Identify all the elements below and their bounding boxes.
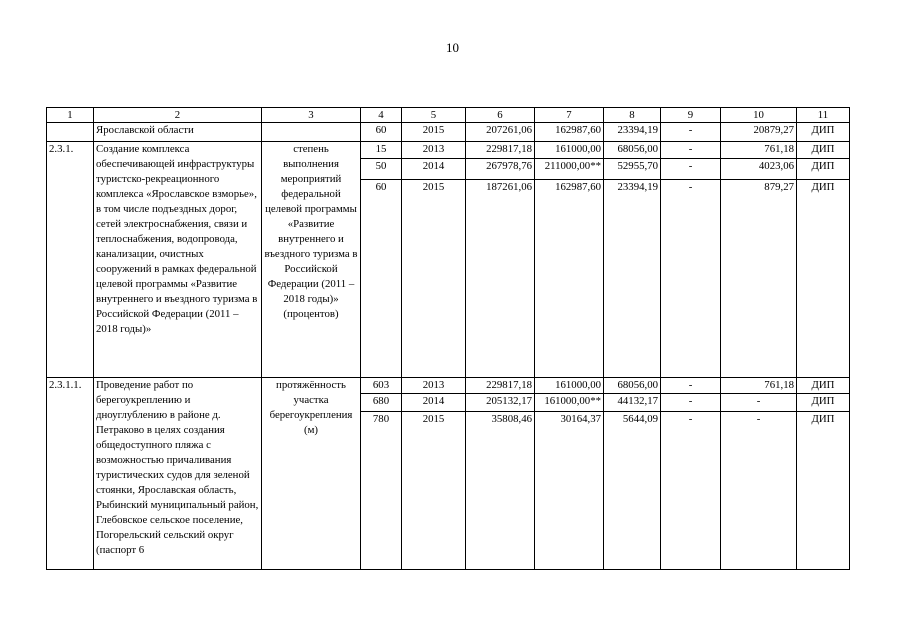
cell-name	[94, 142, 262, 378]
cell-regional: 23394,19	[604, 123, 661, 142]
cell-local: -	[661, 180, 721, 378]
cell-local: -	[661, 412, 721, 570]
cell-local: -	[661, 378, 721, 394]
table-row	[47, 378, 850, 394]
program-table	[46, 107, 850, 570]
cell-federal: 161000,00**	[535, 394, 604, 412]
cell-executor: ДИП	[797, 123, 850, 142]
cell-regional: 68056,00	[604, 142, 661, 159]
header-col-10: 10	[721, 108, 797, 123]
cell-extra: -	[721, 412, 797, 570]
cell-target-value: 603	[361, 378, 402, 394]
cell-target-value: 15	[361, 142, 402, 159]
cell-federal: 162987,60	[535, 180, 604, 378]
cell-target-value: 780	[361, 412, 402, 570]
cell-local: -	[661, 394, 721, 412]
indicator-text: протяжённость участка берегоукрепления (м)	[269, 379, 353, 436]
cell-indicator	[262, 378, 361, 570]
cell-executor: ДИП	[797, 378, 850, 394]
header-col-9: 9	[661, 108, 721, 123]
table-row	[47, 142, 850, 159]
cell-year: 2014	[402, 159, 466, 180]
cell-year: 2015	[402, 123, 466, 142]
cell-year: 2014	[402, 394, 466, 412]
cell-target-value: 50	[361, 159, 402, 180]
table-row	[47, 123, 850, 142]
header-col-7: 7	[535, 108, 604, 123]
cell-extra: 761,18	[721, 142, 797, 159]
cell-regional: 5644,09	[604, 412, 661, 570]
cell-federal: 161000,00	[535, 142, 604, 159]
cell-extra: 879,27	[721, 180, 797, 378]
cell-year: 2013	[402, 142, 466, 159]
cell-executor: ДИП	[797, 412, 850, 570]
cell-total: 187261,06	[466, 180, 535, 378]
cell-extra: -	[721, 394, 797, 412]
cell-total: 207261,06	[466, 123, 535, 142]
cell-number	[47, 123, 94, 142]
cell-total: 229817,18	[466, 378, 535, 394]
item-name-text: Создание комплекса обеспечивающей инфраструктуры туристско-рекреационного комплекса «Ярославское взморье», в том числе подъездных дорог, сетей электроснабжения, связи и теплоснабжения, водопровода, канализации, очистных сооружений в рамках федеральной целевой программы «Развитие внутреннего и въездного туризма в Российской Федерации (2011 – 2018 годы)»	[96, 143, 258, 335]
cell-executor: ДИП	[797, 159, 850, 180]
cell-target-value: 680	[361, 394, 402, 412]
cell-name	[94, 378, 262, 570]
header-col-8: 8	[604, 108, 661, 123]
cell-name: Ярославской области	[94, 123, 262, 142]
indicator-text: степень выполнения мероприятий федеральной целевой программы «Развитие внутреннего и въездного туризма в Российской Федерации (2011 – 2018 годы)» (процентов)	[264, 143, 358, 320]
cell-total: 267978,76	[466, 159, 535, 180]
header-col-6: 6	[466, 108, 535, 123]
cell-year: 2015	[402, 412, 466, 570]
cell-target-value: 60	[361, 123, 402, 142]
cell-total: 35808,46	[466, 412, 535, 570]
cell-number: 2.3.1.1.	[47, 378, 94, 570]
cell-executor: ДИП	[797, 180, 850, 378]
cell-total: 205132,17	[466, 394, 535, 412]
header-col-3: 3	[262, 108, 361, 123]
cell-year: 2013	[402, 378, 466, 394]
cell-federal: 162987,60	[535, 123, 604, 142]
cell-local: -	[661, 159, 721, 180]
header-row	[47, 108, 850, 123]
cell-extra: 4023,06	[721, 159, 797, 180]
header-col-11: 11	[797, 108, 850, 123]
cell-number: 2.3.1.	[47, 142, 94, 378]
cell-executor: ДИП	[797, 394, 850, 412]
header-col-1: 1	[47, 108, 94, 123]
cell-federal: 30164,37	[535, 412, 604, 570]
cell-executor: ДИП	[797, 142, 850, 159]
cell-local: -	[661, 123, 721, 142]
cell-local: -	[661, 142, 721, 159]
cell-extra: 761,18	[721, 378, 797, 394]
cell-regional: 52955,70	[604, 159, 661, 180]
cell-federal: 161000,00	[535, 378, 604, 394]
cell-regional: 68056,00	[604, 378, 661, 394]
cell-extra: 20879,27	[721, 123, 797, 142]
header-col-2: 2	[94, 108, 262, 123]
cell-target-value: 60	[361, 180, 402, 378]
header-col-5: 5	[402, 108, 466, 123]
page-number: 10	[446, 40, 459, 55]
cell-total: 229817,18	[466, 142, 535, 159]
item-name-text: Проведение работ по берегоукреплению и дноуглублению в районе д. Петраково в целях создания общедоступного пляжа с возможностью причаливания туристических судов для зеленой стоянки, Ярославская область, Рыбинский муниципальный район, Глебовское сельское поселение, Погорельский сельский округ (паспорт 6	[96, 379, 259, 556]
cell-indicator	[262, 123, 361, 142]
cell-federal: 211000,00**	[535, 159, 604, 180]
cell-indicator	[262, 142, 361, 378]
cell-regional: 44132,17	[604, 394, 661, 412]
cell-year: 2015	[402, 180, 466, 378]
header-col-4: 4	[361, 108, 402, 123]
cell-regional: 23394,19	[604, 180, 661, 378]
